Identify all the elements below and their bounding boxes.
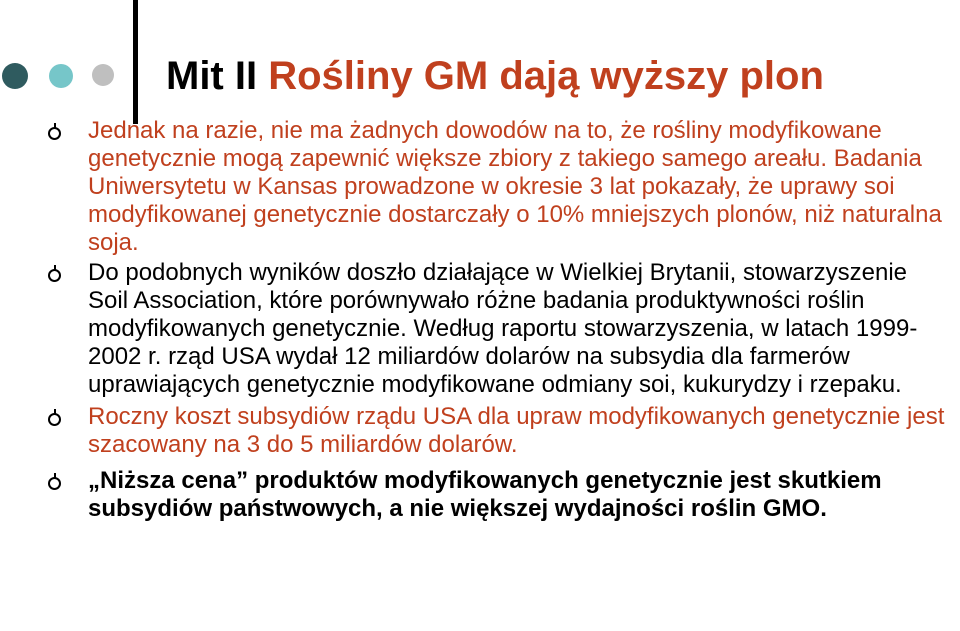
bullet-text: Jednak na razie, nie ma żadnych dowodów na to, że rośliny modyfikowane genetycznie mogą zapewnić większe zbiory z takiego samego areału. Badania Uniwersytetu w Kansas prowadzone w okresie 3 lat pokazały, że uprawy soi modyfikowanej genetycznie dostarczały o 10% mniejszych plonów, niż naturalna soja. bbox=[88, 117, 942, 256]
bullet-ring-icon bbox=[48, 127, 61, 140]
bullet-item-annual-subsidy-cost bbox=[0, 403, 960, 459]
bullet-text: „Niższa cena” produktów modyfikowanych genetycznie jest skutkiem subsydiów państwowych, a nie większej wydajności roślin GMO. bbox=[88, 467, 882, 522]
gray-dot-icon bbox=[92, 64, 114, 86]
bullet-text: Do podobnych wyników doszło działające w Wielkiej Brytanii, stowarzyszenie Soil Association, które porównywało różne badania produktywności roślin modyfikowanych genetycznie. Według raportu stowarzyszenia, w latach 1999-2002 r. rząd USA wydał 12 miliardów dolarów na subsydia dla farmerów uprawiających genetycznie modyfikowane odmiany soi, kukurydzy i rzepaku. bbox=[88, 259, 918, 398]
bullet-item-lower-price bbox=[0, 467, 960, 523]
title-highlight: Rośliny GM dają wyższy plon bbox=[268, 54, 824, 98]
bullet-ring-icon bbox=[48, 413, 61, 426]
dark-teal-dot-icon bbox=[2, 63, 28, 89]
bullet-item-soil-association bbox=[0, 259, 960, 399]
bullet-text: Roczny koszt subsydiów rządu USA dla upraw modyfikowanych genetycznie jest szacowany na 3 do 5 miliardów dolarów. bbox=[88, 403, 945, 458]
light-teal-dot-icon bbox=[49, 64, 73, 88]
bullet-item-kansas-study bbox=[0, 117, 960, 257]
title-divider-line bbox=[133, 0, 138, 124]
slide-title bbox=[166, 52, 824, 100]
decorative-dots bbox=[2, 63, 114, 89]
bullet-ring-icon bbox=[48, 269, 61, 282]
title-prefix: Mit II bbox=[166, 54, 269, 98]
bullet-ring-icon bbox=[48, 477, 61, 490]
bullet-list bbox=[0, 117, 960, 523]
